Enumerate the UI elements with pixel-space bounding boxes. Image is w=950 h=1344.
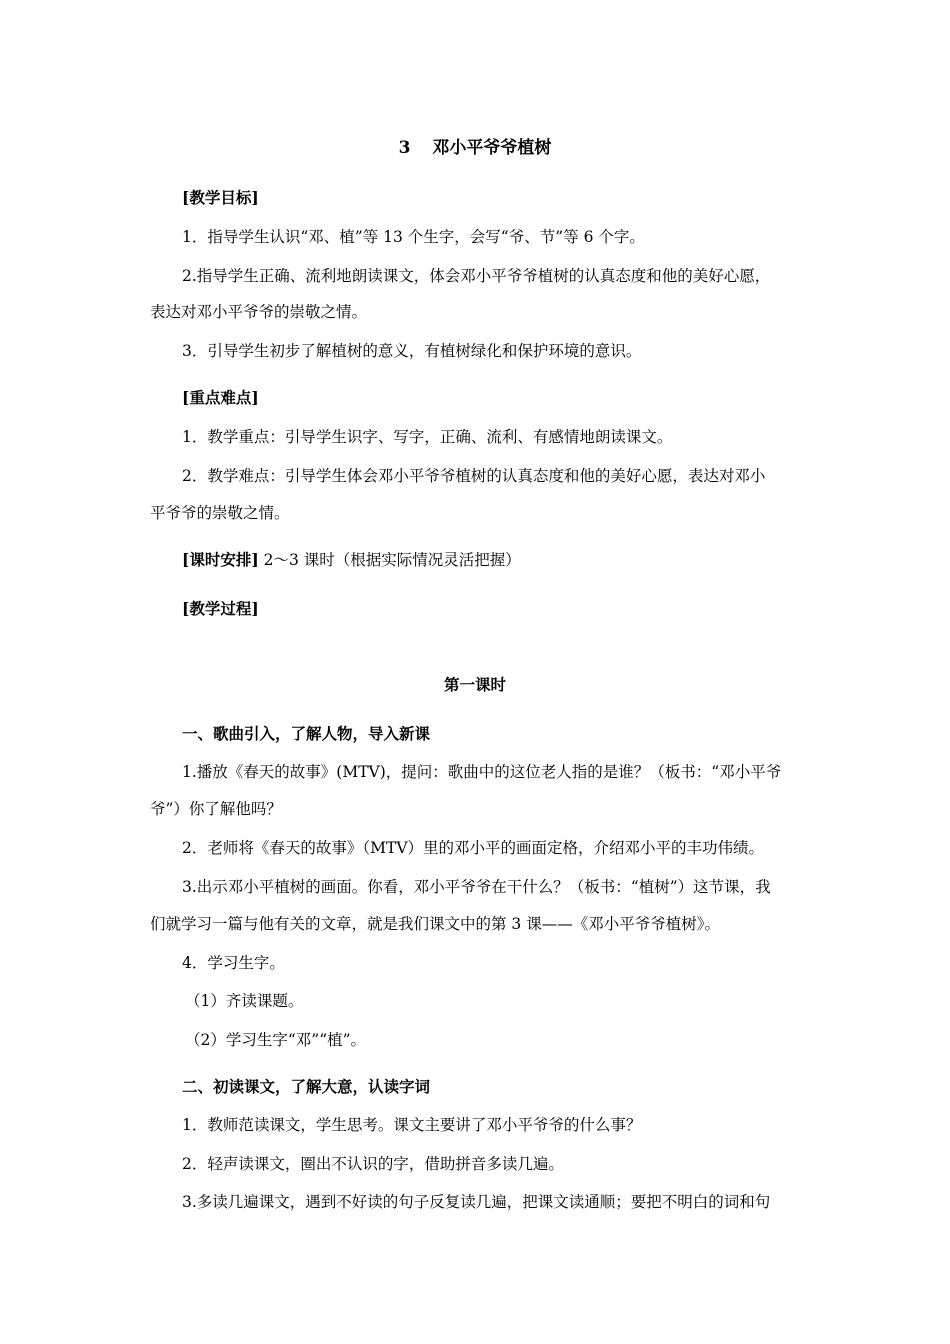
schedule-heading: [课时安排]	[182, 550, 259, 569]
key-point-1: 1．教学重点：引导学生识字、写字，正确、流利、有感情地朗读课文。	[182, 428, 673, 446]
lesson-number: 3	[398, 138, 411, 158]
section1-sub2: （2）学习生字“邓”“植”。	[185, 1031, 367, 1049]
section1-heading: 一、歌曲引入，了解人物，导入新课	[182, 724, 431, 743]
goal-2-line2: 表达对邓小平爷爷的崇敬之情。	[150, 303, 368, 321]
lesson-title	[0, 138, 950, 158]
schedule-text: 2～3 课时（根据实际情况灵活把握）	[258, 551, 521, 569]
lesson1-heading: 第一课时	[443, 675, 506, 694]
goal-2-line1: 2.指导学生正确、流利地朗读课文，体会邓小平爷爷植树的认真态度和他的美好心愿，	[182, 267, 771, 285]
goal-1: 1．指导学生认识“邓、植”等 13 个生字，会写“爷、节”等 6 个字。	[182, 228, 645, 246]
section1-item3-line2: 们就学习一篇与他有关的文章，就是我们课文中的第 3 课——《邓小平爷爷植树》。	[150, 915, 720, 933]
key-point-2-line2: 平爷爷的崇敬之情。	[150, 504, 290, 522]
goals-heading: [教学目标]	[182, 188, 259, 207]
section1-item1-line1: 1.播放《春天的故事》(MTV)，提问：歌曲中的这位老人指的是谁？（板书：“邓小平爷	[182, 763, 782, 781]
process-heading: [教学过程]	[182, 599, 259, 618]
section1-item2: 2．老师将《春天的故事》（MTV）里的邓小平的画面定格，介绍邓小平的丰功伟绩。	[182, 839, 765, 857]
section1-sub1: （1）齐读课题。	[185, 992, 304, 1010]
section1-item3-line1: 3.出示邓小平植树的画面。你看，邓小平爷爷在干什么？（板书：“植树”）这节课，我	[182, 878, 771, 896]
lesson-title-text: 邓小平爷爷植树	[432, 138, 552, 158]
key-points-heading: [重点难点]	[182, 388, 259, 407]
section2-item2: 2．轻声读课文，圈出不认识的字，借助拼音多读几遍。	[182, 1155, 564, 1173]
goal-3: 3．引导学生初步了解植树的意义，有植树绿化和保护环境的意识。	[182, 342, 642, 360]
section2-item1: 1．教师范读课文，学生思考。课文主要讲了邓小平爷爷的什么事？	[182, 1116, 642, 1134]
section1-item1-line2: 爷”）你了解他吗？	[150, 800, 282, 818]
section2-item3: 3.多读几遍课文，遇到不好读的句子反复读几遍，把课文读通顺；要把不明白的词和句	[182, 1193, 771, 1211]
section1-item4: 4．学习生字。	[182, 954, 285, 972]
schedule-line	[182, 550, 521, 570]
section2-heading: 二、初读课文，了解大意，认读字词	[182, 1077, 431, 1096]
key-point-2-line1: 2．教学难点：引导学生体会邓小平爷爷植树的认真态度和他的美好心愿，表达对邓小	[182, 467, 766, 485]
